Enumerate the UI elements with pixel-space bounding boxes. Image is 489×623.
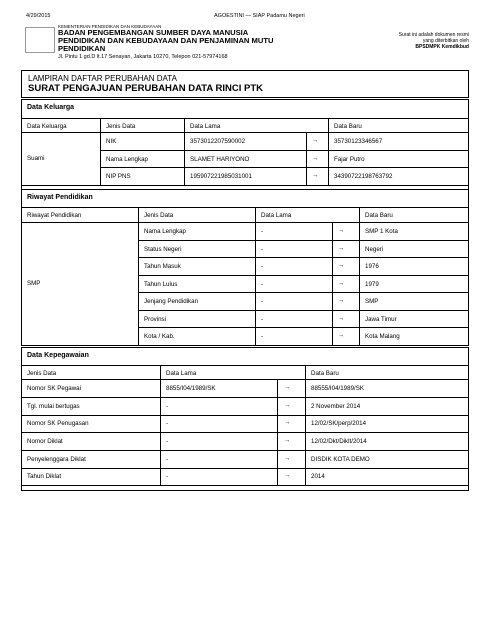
pendidikan-section bbox=[21, 189, 469, 346]
table-cell: 12/02/SK/perp/2014 bbox=[311, 420, 367, 427]
table-cell: - bbox=[261, 316, 264, 323]
divider bbox=[138, 275, 468, 276]
divider bbox=[22, 397, 468, 398]
table-cell: - bbox=[261, 281, 264, 288]
table-cell: Kota / Kab. bbox=[144, 333, 175, 340]
letterhead bbox=[25, 24, 469, 64]
divider bbox=[332, 222, 333, 345]
arrow-icon: → bbox=[338, 332, 345, 339]
divider bbox=[306, 132, 307, 185]
table-cell: - bbox=[166, 473, 169, 480]
divider bbox=[22, 415, 468, 416]
group-label: Suami bbox=[27, 155, 45, 162]
arrow-icon: → bbox=[312, 155, 319, 162]
table-cell: 3573012207590002 bbox=[190, 138, 246, 145]
table-cell: - bbox=[166, 403, 169, 410]
kepegawaian-title: Data Kepegawaian bbox=[27, 352, 89, 359]
ministry-name: KEMENTERIAN PENDIDIKAN DAN KEBUDAYAAN bbox=[58, 24, 162, 29]
arrow-icon: → bbox=[312, 172, 319, 179]
divider bbox=[255, 207, 256, 345]
divider bbox=[359, 207, 360, 345]
table-cell: SMP 1 Kota bbox=[365, 228, 398, 235]
arrow-icon: → bbox=[338, 262, 345, 269]
col-header: Data Lama bbox=[261, 212, 292, 219]
logo-placeholder bbox=[25, 27, 55, 53]
divider bbox=[100, 167, 468, 168]
table-cell: Jawa Timur bbox=[365, 316, 397, 323]
table-cell: Provinsi bbox=[144, 316, 167, 323]
col-header: Jenis Data bbox=[144, 212, 174, 219]
table-cell: - bbox=[261, 228, 264, 235]
arrow-icon: → bbox=[338, 315, 345, 322]
keluarga-section bbox=[21, 99, 469, 193]
table-cell: 1976 bbox=[365, 263, 379, 270]
table-cell: 2014 bbox=[311, 473, 325, 480]
print-title: AGOESTINI — SIAP Padamu Negeri bbox=[214, 13, 305, 19]
divider bbox=[305, 365, 306, 485]
divider bbox=[22, 379, 468, 380]
arrow-icon: → bbox=[284, 402, 291, 409]
divider bbox=[138, 257, 468, 258]
arrow-icon: → bbox=[284, 455, 291, 462]
table-cell: Tahun Lulus bbox=[144, 281, 178, 288]
arrow-icon: → bbox=[284, 384, 291, 391]
divider bbox=[22, 132, 468, 133]
document-title: SURAT PENGAJUAN PERUBAHAN DATA RINCI PTK bbox=[28, 83, 264, 94]
divider bbox=[138, 292, 468, 293]
col-header: Data Baru bbox=[365, 212, 393, 219]
table-cell: Nama Lengkap bbox=[144, 228, 186, 235]
col-header: Jenis Data bbox=[106, 123, 136, 130]
kepegawaian-section bbox=[21, 347, 469, 491]
table-cell: 88555/I04/1989/SK bbox=[311, 385, 364, 392]
table-cell: SLAMET HARIYONO bbox=[190, 156, 250, 163]
divider bbox=[184, 118, 185, 185]
table-cell: 1979 bbox=[365, 281, 379, 288]
table-cell: Tahun Masuk bbox=[144, 263, 181, 270]
agency-address: Jl. Pintu 1 gd.D lt.17 Senayan, Jakarta 10270, Telepon 021-57974168 bbox=[58, 53, 228, 60]
table-cell: 8855/I04/1989/SK bbox=[166, 385, 216, 392]
divider bbox=[328, 118, 329, 185]
divider bbox=[22, 222, 468, 223]
col-header: Data Baru bbox=[334, 123, 362, 130]
table-cell: DISDIK KOTA DEMO bbox=[311, 456, 370, 463]
divider bbox=[22, 207, 468, 208]
col-header: Data Baru bbox=[311, 370, 339, 377]
table-cell: Fajar Putro bbox=[334, 156, 365, 163]
table-cell: 195907221985031001 bbox=[190, 173, 252, 180]
divider bbox=[138, 240, 468, 241]
table-cell: Negeri bbox=[365, 246, 384, 253]
table-cell: SMP bbox=[365, 298, 379, 305]
official-note bbox=[399, 32, 469, 50]
table-cell: Jenjang Pendidikan bbox=[144, 298, 199, 305]
arrow-icon: → bbox=[284, 472, 291, 479]
arrow-icon: → bbox=[338, 227, 345, 234]
arrow-icon: → bbox=[338, 245, 345, 252]
table-cell: Kota Malang bbox=[365, 333, 400, 340]
table-cell: Tahun Diklat bbox=[27, 473, 62, 480]
document-subtitle: LAMPIRAN DAFTAR PERUBAHAN DATA bbox=[28, 74, 177, 83]
divider bbox=[160, 365, 161, 485]
arrow-icon: → bbox=[312, 137, 319, 144]
table-cell: 2 November 2014 bbox=[311, 403, 361, 410]
group-label: SMP bbox=[27, 280, 41, 287]
organization-block bbox=[58, 24, 318, 61]
arrow-icon: → bbox=[284, 419, 291, 426]
arrow-icon: → bbox=[284, 437, 291, 444]
table-cell: NIP PNS bbox=[106, 173, 131, 180]
table-cell: Tgl. mulai bertugas bbox=[27, 403, 80, 410]
table-cell: - bbox=[261, 263, 264, 270]
table-cell: 12/02/Dkt/Diklt/2014 bbox=[311, 438, 367, 445]
divider bbox=[22, 365, 468, 366]
table-cell: Penyelenggara Diklat bbox=[27, 456, 86, 463]
divider bbox=[277, 379, 278, 485]
table-cell: NIK bbox=[106, 138, 117, 145]
divider bbox=[22, 118, 468, 119]
table-cell: - bbox=[166, 438, 169, 445]
pendidikan-title: Riwayat Pendidikan bbox=[27, 194, 93, 201]
col-header: Jenis Data bbox=[27, 370, 57, 377]
arrow-icon: → bbox=[338, 297, 345, 304]
table-cell: - bbox=[261, 298, 264, 305]
col-header: Data Lama bbox=[190, 123, 221, 130]
col-header: Data Lama bbox=[166, 370, 197, 377]
agency-name-line3: PENDIDIKAN bbox=[58, 44, 106, 54]
print-date: 4/29/2015 bbox=[26, 13, 51, 19]
table-cell: 34390722198763792 bbox=[334, 173, 393, 180]
table-cell: - bbox=[166, 420, 169, 427]
note-line1: Surat ini adalah dokumen resmi bbox=[398, 32, 469, 38]
divider bbox=[138, 310, 468, 311]
agency-name-line1: BADAN PENGEMBANGAN SUMBER DAYA MANUSIA bbox=[58, 28, 249, 37]
divider bbox=[22, 450, 468, 451]
table-cell: Status Negeri bbox=[144, 246, 182, 253]
note-line3: BPSDMPK Kemdikbud bbox=[415, 44, 469, 50]
col-header: Data Keluarga bbox=[27, 123, 67, 130]
table-cell: Nomor Diklat bbox=[27, 438, 63, 445]
divider bbox=[138, 207, 139, 345]
table-cell: Nama Lengkap bbox=[106, 156, 148, 163]
table-cell: - bbox=[261, 246, 264, 253]
table-cell: 35730123346567 bbox=[334, 138, 383, 145]
table-cell: Nomor SK Pegawai bbox=[27, 385, 81, 392]
table-cell: - bbox=[261, 333, 264, 340]
agency-name-line2: PENDIDIKAN DAN KEBUDAYAAN DAN PENJAMINAN MUTU bbox=[58, 36, 274, 46]
keluarga-title: Data Keluarga bbox=[27, 104, 75, 111]
divider bbox=[22, 432, 468, 433]
divider bbox=[100, 150, 468, 151]
col-header: Riwayat Pendidikan bbox=[27, 212, 82, 219]
divider bbox=[22, 185, 468, 186]
arrow-icon: → bbox=[338, 280, 345, 287]
divider bbox=[22, 468, 468, 469]
note-line2: yang diterbitkan oleh bbox=[422, 38, 469, 44]
divider bbox=[22, 485, 468, 486]
divider bbox=[100, 118, 101, 185]
table-cell: Nomor SK Penugasan bbox=[27, 420, 89, 427]
divider bbox=[138, 327, 468, 328]
document-title-box bbox=[21, 70, 469, 98]
table-cell: - bbox=[166, 456, 169, 463]
